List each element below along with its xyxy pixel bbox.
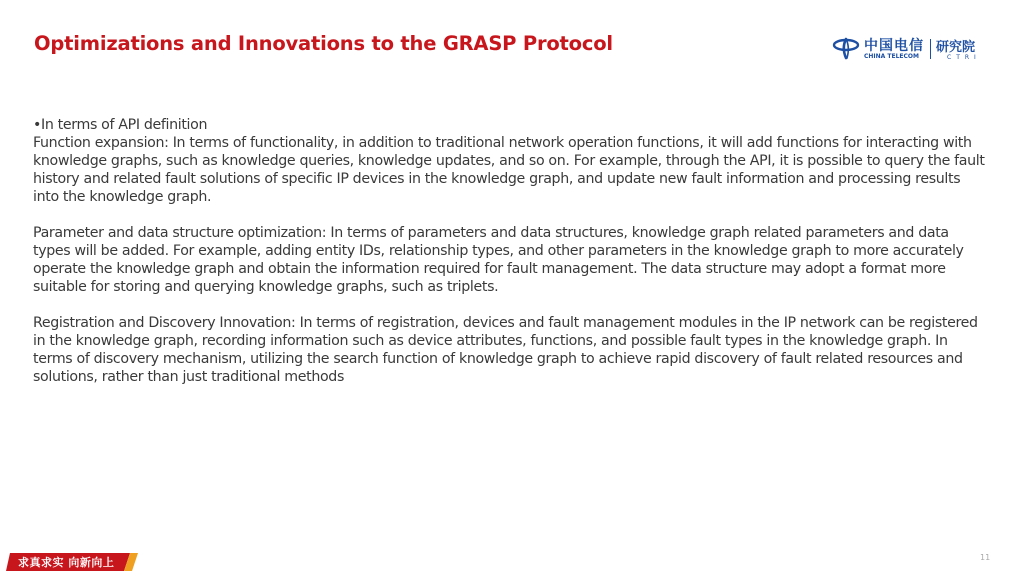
slide-title: Optimizations and Innovations to the GRASP Protocol <box>34 32 613 55</box>
paragraph-registration-discovery: Registration and Discovery Innovation: In terms of registration, devices and fault management modules in the IP network can be registered in the knowledge graph, recording information such as device attributes, functions, and possible fault types in the knowledge graph. In terms of discovery mechanism, utilizing the search function of knowledge graph to achieve rapid discovery of fault related resources and solutions, rather than just traditional methods <box>33 315 978 385</box>
paragraph-parameter-optimization: Parameter and data structure optimization: In terms of parameters and data structures, knowledge graph related parameters and data types will be added. For example, adding entity IDs, relationship types, and other parameters in the knowledge graph to more accurately operate the knowledge graph and obtain the information required for fault management. The data structure may adopt a format more suitable for storing and querying knowledge graphs, such as triplets. <box>33 225 964 295</box>
logo-institute-abbr: CTRI <box>947 54 981 61</box>
logo-cn-name: 中国电信 <box>864 38 924 54</box>
page-number: 11 <box>980 553 991 562</box>
china-telecom-emblem-icon <box>832 36 860 60</box>
logo-en-name: CHINA TELECOM <box>864 53 919 60</box>
slogan-text: 求真求实 向新向上 <box>18 556 115 569</box>
slogan-banner <box>6 553 138 571</box>
section-heading: •In terms of API definition <box>33 117 208 133</box>
logo-divider <box>930 39 931 59</box>
slide-body <box>33 116 988 386</box>
logo-institute-name: 研究院 <box>936 40 976 55</box>
china-telecom-ctri-logo <box>832 34 992 64</box>
paragraph-function-expansion: Function expansion: In terms of functionality, in addition to traditional network operation functions, it will add functions for interacting with knowledge graphs, such as knowledge queries, knowledge updates, and so on. For example, through the API, it is possible to query the fault history and related fault solutions of specific IP devices in the knowledge graph, and update new fault information and processing results into the knowledge graph. <box>33 135 985 205</box>
